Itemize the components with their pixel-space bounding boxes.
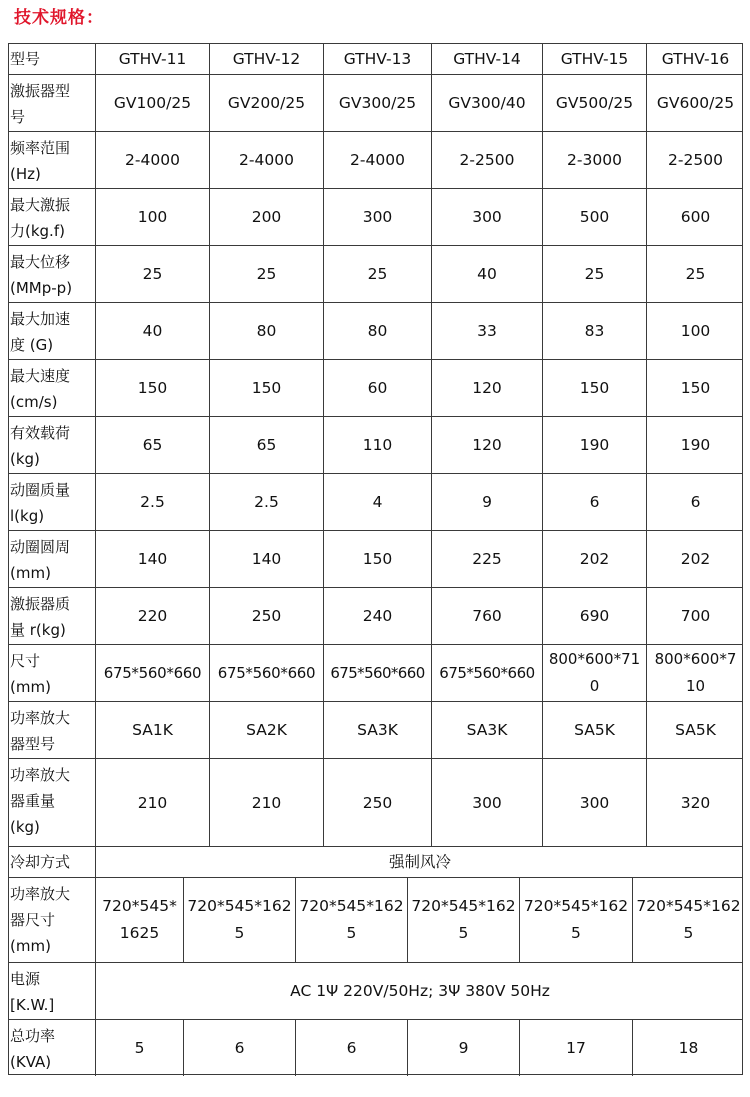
table-row	[9, 759, 742, 847]
table-cell: 320	[680, 793, 711, 812]
table-cell: 6	[296, 1020, 408, 1076]
table-cell: 200	[210, 189, 324, 245]
table-header-row	[9, 44, 742, 75]
row-label: 功率放大 器尺寸 (mm)	[9, 878, 96, 962]
table-cell: 720*545*162 5	[408, 878, 520, 962]
table-cell: 2-2500	[432, 132, 543, 188]
table-cell: GV500/25	[543, 75, 647, 131]
table-cell: 60	[324, 360, 432, 416]
table-cell: 150	[96, 360, 210, 416]
table-cell: 140	[210, 531, 324, 587]
table-cell: 40	[96, 303, 210, 359]
table-cell: 150	[680, 379, 711, 397]
row-label: 激振器型 号	[9, 75, 96, 131]
table-cell: 675*560*660	[210, 645, 324, 701]
table-cell: 500	[543, 189, 647, 245]
table-cell: 190	[680, 436, 711, 454]
table-cell: 150	[210, 360, 324, 416]
table-cell: 6	[184, 1020, 296, 1076]
table-cell: 210	[96, 759, 210, 846]
table-cell: 210	[210, 759, 324, 846]
row-label: 冷却方式	[9, 847, 96, 877]
table-cell: 80	[324, 303, 432, 359]
table-cell: 675*560*660	[432, 645, 543, 701]
table-cell: 675*560*660	[96, 645, 210, 701]
table-row	[9, 303, 742, 360]
table-cell: 65	[210, 417, 324, 473]
row-label: 尺寸 (mm)	[9, 645, 96, 701]
table-cell: 150	[324, 531, 432, 587]
table-row	[9, 474, 742, 531]
table-cell: GV300/25	[324, 75, 432, 131]
model-header: GTHV-14	[432, 44, 543, 74]
table-cell: 2-4000	[210, 132, 324, 188]
table-cell: 720*545*162 5	[636, 897, 741, 942]
power-supply-row	[9, 963, 742, 1020]
row-label: 最大位移 (MMp-p)	[9, 246, 96, 302]
table-cell: 6	[543, 474, 647, 530]
table-cell: GV200/25	[210, 75, 324, 131]
model-header: GTHV-12	[210, 44, 324, 74]
row-label: 最大速度 (cm/s)	[9, 360, 96, 416]
table-cell: SA5K	[543, 702, 647, 758]
table-cell: 2.5	[96, 474, 210, 530]
table-cell: SA3K	[432, 702, 543, 758]
table-cell: 600	[680, 208, 711, 226]
table-cell: GV600/25	[656, 94, 735, 112]
table-cell: 25	[210, 246, 324, 302]
table-row	[9, 417, 742, 474]
row-label: 动圈圆周 (mm)	[9, 531, 96, 587]
total-power-row	[9, 1020, 742, 1076]
page-title: 技术规格：	[14, 8, 104, 28]
table-cell: 2-4000	[324, 132, 432, 188]
table-cell: 65	[96, 417, 210, 473]
table-cell: 25	[96, 246, 210, 302]
table-cell: 40	[432, 246, 543, 302]
table-cell: 150	[543, 360, 647, 416]
table-cell: 202	[680, 550, 711, 568]
model-header: GTHV-11	[96, 44, 210, 74]
spec-table	[8, 43, 743, 1075]
model-header: GTHV-15	[543, 44, 647, 74]
table-cell: 9	[408, 1020, 520, 1076]
table-row	[9, 360, 742, 417]
table-cell: 2-2500	[668, 151, 723, 169]
table-cell: 760	[432, 588, 543, 644]
table-row	[9, 702, 742, 759]
table-cell: 6	[690, 493, 701, 511]
table-cell: 190	[543, 417, 647, 473]
table-cell: 720*545*162 5	[520, 878, 633, 962]
table-row	[9, 189, 742, 246]
table-cell: 25	[685, 265, 706, 283]
table-cell: 25	[543, 246, 647, 302]
table-cell: 690	[543, 588, 647, 644]
power-supply-value: AC 1Ψ 220V/50Hz; 3Ψ 380V 50Hz	[290, 982, 550, 1000]
table-cell: 80	[210, 303, 324, 359]
table-row	[9, 246, 742, 303]
table-cell: 300	[543, 759, 647, 846]
table-row	[9, 645, 742, 702]
row-label: 功率放大 器型号	[9, 702, 96, 758]
table-cell: 83	[543, 303, 647, 359]
model-header: GTHV-16	[661, 50, 730, 68]
table-cell: 25	[324, 246, 432, 302]
table-cell: SA1K	[96, 702, 210, 758]
table-cell: 300	[324, 189, 432, 245]
amp-size-row	[9, 878, 742, 963]
cooling-value: 强制风冷	[388, 853, 451, 871]
table-cell: 33	[432, 303, 543, 359]
table-cell: 5	[96, 1020, 184, 1076]
row-label: 电源 [K.W.]	[9, 963, 96, 1019]
row-label: 有效载荷 (kg)	[9, 417, 96, 473]
table-row	[9, 132, 742, 189]
table-cell: 300	[432, 759, 543, 846]
table-cell: 800*600*7 10	[654, 650, 737, 695]
row-label: 动圈质量 l(kg)	[9, 474, 96, 530]
table-cell: 2-4000	[96, 132, 210, 188]
table-cell: 4	[324, 474, 432, 530]
table-cell: 700	[680, 607, 711, 625]
table-cell: 18	[678, 1039, 699, 1057]
table-cell: 2-3000	[543, 132, 647, 188]
row-label: 总功率 (KVA)	[9, 1020, 96, 1076]
row-label: 最大激振 力(kg.f)	[9, 189, 96, 245]
table-cell: SA3K	[324, 702, 432, 758]
table-cell: GV300/40	[432, 75, 543, 131]
table-row	[9, 531, 742, 588]
row-label: 激振器质 量 r(kg)	[9, 588, 96, 644]
table-cell: 2.5	[210, 474, 324, 530]
table-cell: 17	[520, 1020, 633, 1076]
table-cell: 9	[432, 474, 543, 530]
table-cell: 100	[96, 189, 210, 245]
table-cell: 720*545*162 5	[184, 878, 296, 962]
table-cell: 675*560*660	[324, 645, 432, 701]
table-cell: 800*600*71 0	[543, 645, 647, 701]
table-cell: 240	[324, 588, 432, 644]
table-cell: 120	[432, 360, 543, 416]
table-cell: 720*545* 1625	[96, 878, 184, 962]
cooling-row	[9, 847, 742, 878]
row-label: 最大加速 度 (G)	[9, 303, 96, 359]
header-label: 型号	[9, 44, 96, 74]
table-cell: 225	[432, 531, 543, 587]
table-cell: 202	[543, 531, 647, 587]
table-cell: 140	[96, 531, 210, 587]
table-cell: GV100/25	[96, 75, 210, 131]
table-cell: SA2K	[210, 702, 324, 758]
table-cell: 110	[324, 417, 432, 473]
table-cell: 720*545*162 5	[296, 878, 408, 962]
table-cell: SA5K	[675, 721, 716, 739]
table-cell: 300	[432, 189, 543, 245]
table-cell: 120	[432, 417, 543, 473]
model-header: GTHV-13	[324, 44, 432, 74]
table-row	[9, 75, 742, 132]
row-label: 频率范围 (Hz)	[9, 132, 96, 188]
table-cell: 250	[210, 588, 324, 644]
table-cell: 100	[680, 322, 711, 340]
table-cell: 220	[96, 588, 210, 644]
table-row	[9, 588, 742, 645]
row-label: 功率放大 器重量 (kg)	[9, 759, 96, 846]
table-cell: 250	[324, 759, 432, 846]
